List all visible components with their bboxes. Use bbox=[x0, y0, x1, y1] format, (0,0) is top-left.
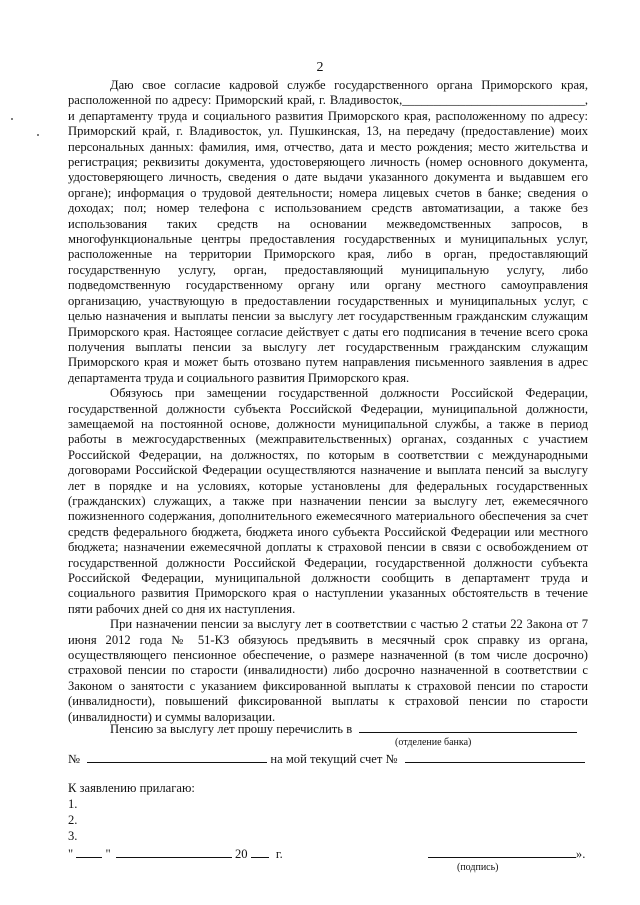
attachment-item-2: 2. bbox=[68, 813, 78, 827]
scan-mark bbox=[37, 134, 39, 136]
attachments-heading: К заявлению прилагаю: bbox=[68, 781, 195, 795]
consent-text bbox=[68, 78, 588, 725]
account-number-field[interactable] bbox=[405, 751, 585, 763]
account-line bbox=[68, 751, 588, 767]
signature-field[interactable] bbox=[428, 846, 576, 858]
bank-branch-caption: (отделение банка) bbox=[395, 737, 472, 748]
account-number-sign: № bbox=[68, 752, 81, 766]
year-prefix: 20 bbox=[234, 847, 248, 861]
year-suffix: г. bbox=[275, 847, 283, 861]
date-signature-line bbox=[68, 846, 588, 862]
scan-mark bbox=[11, 118, 13, 120]
month-field[interactable] bbox=[116, 846, 232, 858]
pension-certificate-paragraph: При назначении пенсии за выслугу лет в соответствии с частью 2 статьи 22 Закона от 7 июня 2012 года № 51-КЗ обязуюсь предъявить в месячный срок справку из органа, осуществляющего пенсионное обеспечение, о размере назначенной (в том числе досрочно) страховой пенсии по старости (инвалидности) либо досрочно назначенной в соответствии с Законом о занятости с указанием фиксированной выплаты к страховой пенсии по старости (инвалидности), повышений фиксированной выплаты к страховой пенсии по старости (инвалидности) и суммы валоризации. bbox=[68, 617, 588, 724]
signature-caption: (подпись) bbox=[457, 862, 499, 873]
account-line-text: на мой текущий счет № bbox=[270, 752, 398, 766]
consent-paragraph: Даю свое согласие кадровой службе государственного органа Приморского края, расположенной по адресу: Приморский край, г. Владивосток,_____________________________, и департаменту труда и социального развития Приморского края, расположенному по адресу: Приморский край, г. Владивосток, ул. Пушкинская, 13, на передачу (предоставление) моих персональных данных: фамилия, имя, отчество, дата и место рождения; место жительства и регистрация; реквизиты документа, удостоверяющего личность (номер основного документа, удостоверяющего личность, сведения о дате выдачи указанного документа и выдавшем его органе); информация о трудовой деятельности; номера лицевых счетов в банке; сведения о доходах; пол; номер телефона с использованием средств автоматизации, а также без использования таких средств на основании межведомственных запросов, в многофункциональные центры предоставления государственных и муниципальных услуг, расположенные на территории Приморского края, либо в орган, предоставляющий государственную услугу, орган, предоставляющий муниципальную услугу, либо подведомственную государственному органу или органу местного самоуправления организацию, участвующую в предоставлении государственных и муниципальных услуг, с целью назначения и выплаты пенсии за выслугу лет государственным гражданским служащим Приморского края. Настоящее согласие действует с даты его подписания в течение всего срока получения выплаты пенсии за выслугу лет государственным гражданским служащим Приморского края и может быть отозвано путем направления письменного заявления в адрес департамента труда и социального развития Приморского края. bbox=[68, 78, 588, 385]
attachment-item-3: 3. bbox=[68, 829, 78, 843]
year-field[interactable] bbox=[251, 846, 269, 858]
day-field[interactable] bbox=[76, 846, 102, 858]
bank-line bbox=[68, 721, 588, 737]
obligation-paragraph: Обязуюсь при замещении государственной должности Российской Федерации, государственной должности субъекта Российской Федерации, муниципальной должности, замещаемой на постоянной основе, должности муниципальной службы, а также в период работы в межгосударственных (межправительственных) органах, созданных с участием Российской Федерации, на должностях, по которым в соответствии с международными договорами Российской Федерации осуществляются назначение и выплата пенсий за выслугу лет в порядке и на условиях, которые установлены для федеральных государственных (гражданских) служащих, а также при назначении пенсии за выслугу лет, ежемесячного пожизненного содержания, дополнительного ежемесячного материального обеспечения за счет средств федерального бюджета, бюджета иного субъекта Российской Федерации или местного бюджета; назначении ежемесячной доплаты к страховой пенсии в связи с освобождением от государственной должности Российской Федерации, государственной должности субъекта Российской Федерации, муниципальной должности сообщить в департамент труда и социального развития Приморского края о наступлении указанных обстоятельств в течение пяти рабочих дней со дня их наступления. bbox=[68, 386, 588, 616]
attachments-block bbox=[68, 780, 368, 844]
page-number: 2 bbox=[316, 60, 324, 75]
bank-number-field[interactable] bbox=[87, 751, 267, 763]
date-close-quote: " bbox=[105, 847, 111, 861]
bank-branch-field[interactable] bbox=[359, 721, 577, 733]
attachment-item-1: 1. bbox=[68, 797, 78, 811]
bank-line-label: Пенсию за выслугу лет прошу перечислить в bbox=[110, 722, 353, 736]
signature-end-mark: ». bbox=[575, 847, 586, 861]
date-open-quote: " bbox=[68, 847, 74, 861]
